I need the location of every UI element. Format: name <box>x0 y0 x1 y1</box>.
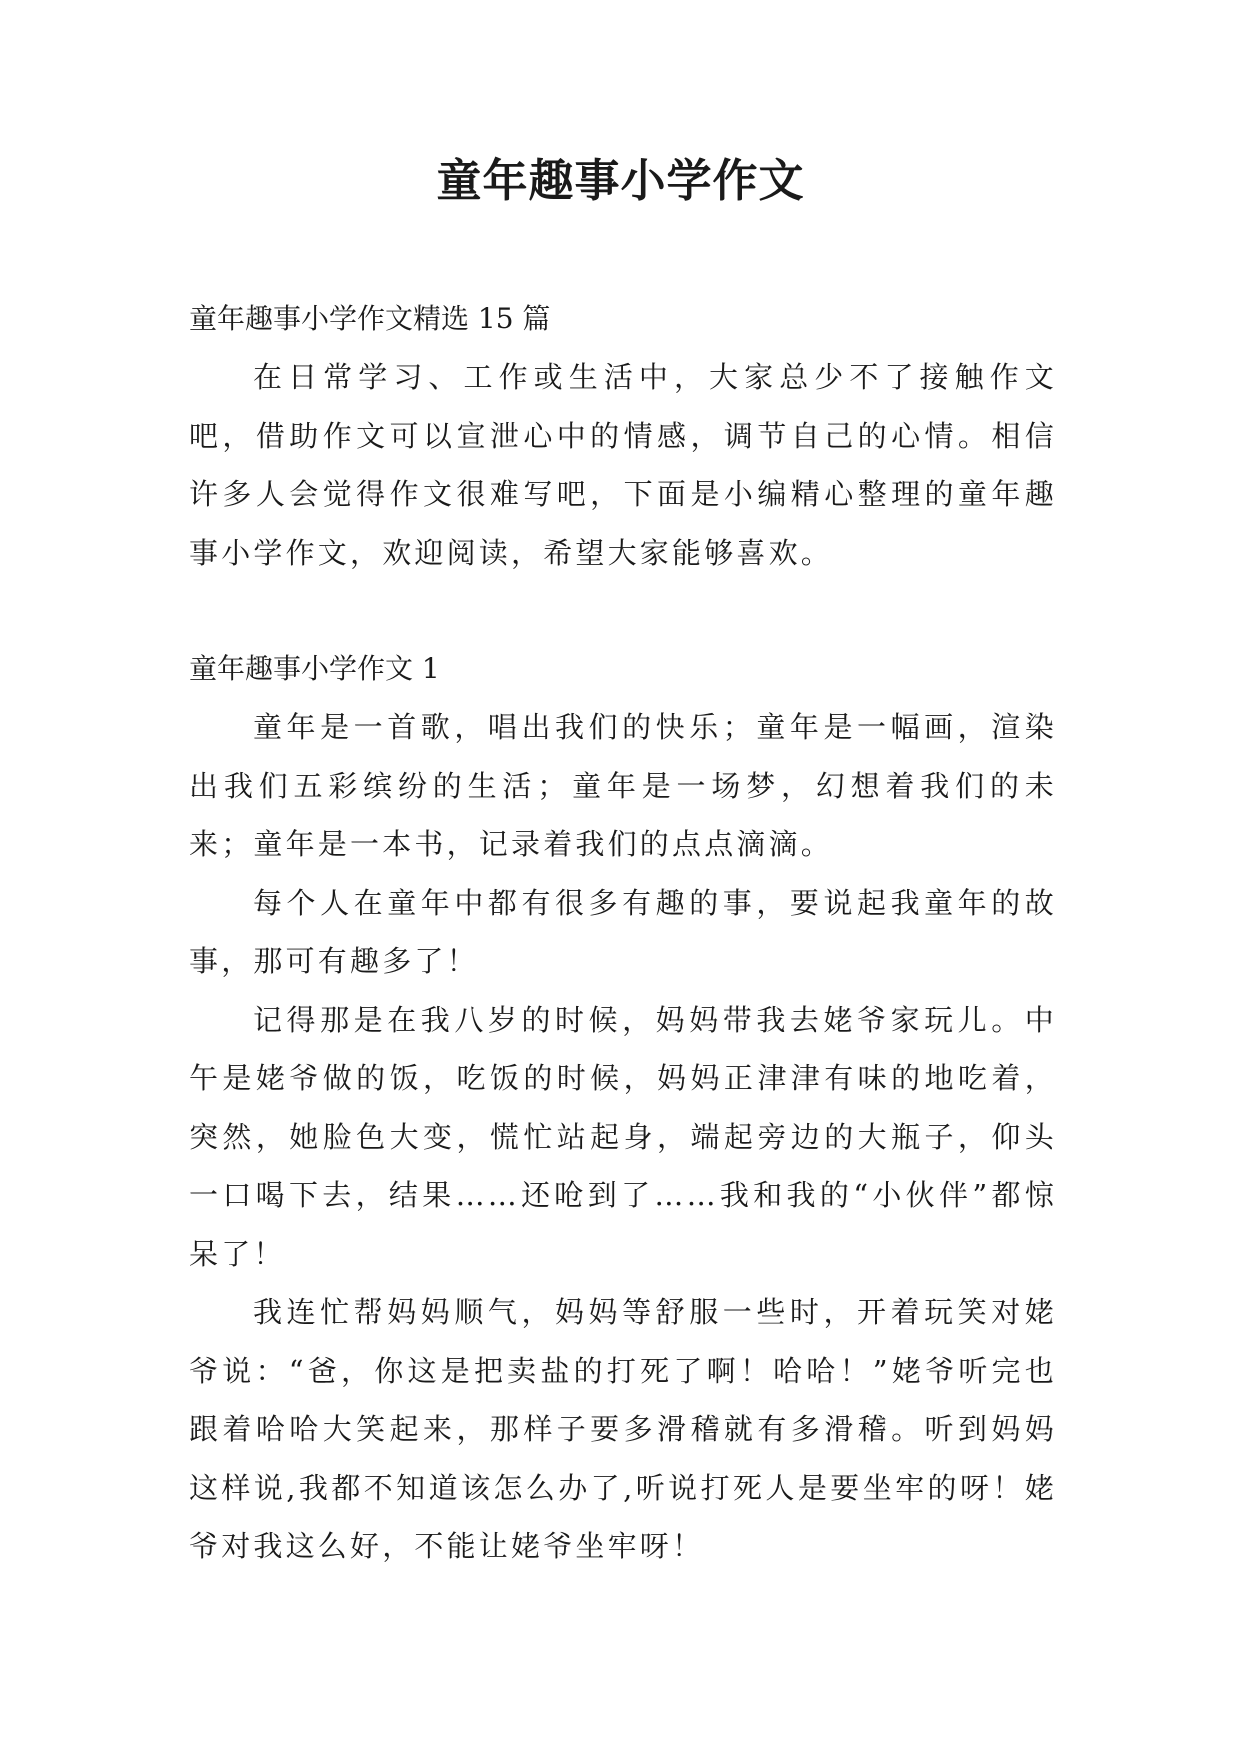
body-paragraph: 记得那是在我八岁的时候，妈妈带我去姥爷家玩儿。中午是姥爷做的饭，吃饭的时候，妈妈正津津有味的地吃着，突然，她脸色大变，慌忙站起身，端起旁边的大瓶子，仰头一口喝下去，结果……还呛到了……我和我的“小伙伴”都惊呆了！ <box>189 1002 1057 1271</box>
body-paragraph: 童年是一首歌，唱出我们的快乐；童年是一幅画，渲染出我们五彩缤纷的生活；童年是一场梦，幻想着我们的未来；童年是一本书，记录着我们的点点滴滴。 <box>189 710 1057 861</box>
section-spacer <box>189 582 1057 640</box>
intro-heading: 童年趣事小学作文精选 15 篇 <box>189 302 551 335</box>
body-paragraph: 每个人在童年中都有很多有趣的事，要说起我童年的故事，那可有趣多了！ <box>189 885 1057 978</box>
document-body <box>189 290 1057 1576</box>
document-title: 童年趣事小学作文 <box>436 154 805 207</box>
body-paragraph: 我连忙帮妈妈顺气，妈妈等舒服一些时，开着玩笑对姥爷说：“爸，你这是把卖盐的打死了啊！哈哈！”姥爷听完也跟着哈哈大笑起来，那样子要多滑稽就有多滑稽。听到妈妈这样说,我都不知道该怎么办了,听说打死人是要坐牢的呀！姥爷对我这么好，不能让姥爷坐牢呀！ <box>189 1295 1057 1563</box>
intro-paragraph: 在日常学习、工作或生活中，大家总少不了接触作文吧，借助作文可以宣泄心中的情感，调节自己的心情。相信许多人会觉得作文很难写吧，下面是小编精心整理的童年趣事小学作文，欢迎阅读，希望大家能够喜欢。 <box>189 360 1057 570</box>
section-heading: 童年趣事小学作文 1 <box>189 652 440 685</box>
